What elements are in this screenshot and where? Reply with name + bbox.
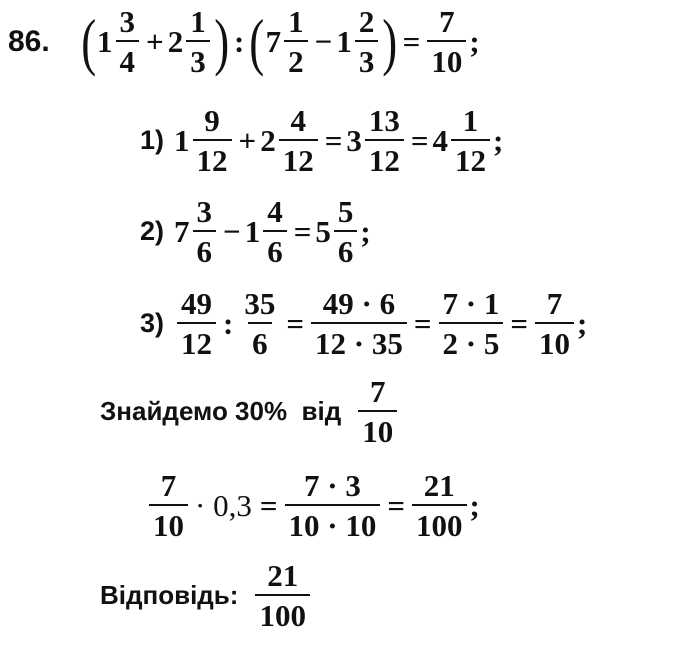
numerator: 1: [462, 103, 479, 138]
mixed-number: [346, 105, 407, 176]
mixed-number: [174, 105, 235, 176]
operator: −: [223, 213, 241, 249]
denominator: 6: [263, 230, 287, 267]
operator: =: [293, 213, 312, 249]
numerator: 21: [267, 558, 299, 593]
semicolon: ;: [360, 213, 371, 249]
numerator: 2: [358, 4, 375, 39]
denominator: 6: [248, 322, 272, 359]
semicolon: ;: [577, 305, 588, 341]
fraction: [451, 105, 490, 176]
step-label: 2): [140, 216, 165, 246]
fraction: [263, 196, 287, 267]
numerator: 7 · 3: [304, 468, 361, 503]
numerator: 9: [204, 103, 220, 138]
operator: =: [413, 305, 432, 341]
calc-line: [146, 470, 480, 541]
problem-number: 86.: [8, 24, 50, 58]
denominator: 10: [535, 322, 574, 359]
numerator: 3: [119, 4, 136, 39]
fraction: [358, 376, 397, 447]
denominator: 12 · 35: [311, 322, 407, 359]
multiply-term: · 0,3: [195, 487, 252, 523]
operator: =: [324, 122, 343, 158]
mixed-number: [433, 105, 494, 176]
denominator: 100: [255, 594, 310, 631]
fraction: [334, 196, 358, 267]
numerator: 1: [288, 4, 304, 39]
whole-part: 4: [432, 122, 449, 158]
denominator: 6: [193, 230, 217, 267]
numerator: 7: [370, 374, 386, 409]
fraction: [285, 470, 381, 541]
fraction: [149, 470, 188, 541]
numerator: 7 · 1: [442, 286, 500, 321]
whole-part: 1: [336, 23, 352, 59]
denominator: 2 · 5: [439, 322, 504, 359]
semicolon: ;: [493, 122, 504, 158]
operator: =: [510, 305, 529, 341]
mixed-number: [168, 6, 213, 77]
right-paren: ): [213, 5, 229, 77]
numerator: 3: [196, 194, 213, 229]
step-label: 3): [140, 308, 165, 338]
denominator: 100: [412, 504, 467, 541]
fraction: [116, 6, 140, 77]
step-1: [140, 105, 503, 176]
operator: =: [286, 305, 305, 341]
fraction: [412, 470, 467, 541]
denominator: 10: [149, 504, 188, 541]
whole-part: 2: [167, 23, 184, 59]
mixed-number: [245, 196, 290, 267]
denominator: 12: [279, 139, 318, 176]
fraction: [193, 196, 217, 267]
operator: =: [410, 122, 429, 158]
fraction: [427, 6, 466, 77]
answer-line: [100, 560, 313, 631]
whole-part: 7: [174, 213, 190, 249]
step-3: [140, 288, 587, 359]
denominator: 3: [355, 40, 379, 77]
numerator: 4: [290, 103, 306, 138]
fraction: [177, 288, 216, 359]
semicolon: ;: [469, 487, 480, 523]
fraction: [365, 105, 404, 176]
denominator: 12: [365, 139, 404, 176]
denominator: 12: [193, 139, 232, 176]
mixed-number: [315, 196, 360, 267]
numerator: 35: [244, 286, 276, 321]
fraction: [279, 105, 318, 176]
numerator: 7: [546, 286, 563, 321]
denominator: 3: [186, 40, 210, 77]
fraction: [193, 105, 232, 176]
operator: +: [238, 122, 257, 158]
answer-label: Відповідь:: [100, 580, 239, 610]
numerator: 5: [337, 194, 354, 229]
denominator: 12: [177, 322, 216, 359]
numerator: 49 · 6: [322, 286, 396, 321]
fraction: [240, 288, 279, 359]
denominator: 10: [358, 410, 397, 447]
numerator: 13: [368, 103, 400, 138]
mixed-number: [266, 6, 311, 77]
whole-part: 2: [260, 122, 276, 158]
fraction: [535, 288, 574, 359]
fraction: [255, 560, 310, 631]
operator: :: [234, 23, 245, 59]
fraction: [439, 288, 504, 359]
mixed-number: [97, 6, 142, 77]
fraction: [355, 6, 379, 77]
numerator: 1: [190, 4, 206, 39]
whole-part: 5: [315, 213, 331, 249]
operator: =: [402, 23, 421, 59]
fraction: [186, 6, 210, 77]
step-2: [140, 196, 371, 267]
operator: +: [146, 23, 164, 59]
whole-part: 1: [244, 213, 261, 249]
left-paren: (: [80, 5, 96, 77]
whole-part: 1: [174, 122, 190, 158]
denominator: 12: [451, 139, 490, 176]
denominator: 6: [334, 230, 358, 267]
problem-header: [8, 6, 480, 77]
left-paren: (: [249, 5, 265, 77]
numerator: 4: [267, 194, 283, 229]
fraction: [311, 288, 407, 359]
find-text: Знайдемо 30% від: [100, 396, 342, 426]
semicolon: ;: [469, 23, 480, 59]
find-line: [100, 376, 400, 447]
numerator: 21: [423, 468, 455, 503]
denominator: 4: [116, 40, 140, 77]
whole-part: 1: [97, 23, 113, 59]
operator: :: [223, 305, 234, 341]
mixed-number: [174, 196, 219, 267]
numerator: 7: [160, 468, 177, 503]
mixed-number: [260, 105, 321, 176]
denominator: 2: [284, 40, 308, 77]
denominator: 10: [427, 40, 466, 77]
fraction: [284, 6, 308, 77]
denominator: 10 · 10: [285, 504, 381, 541]
step-label: 1): [140, 125, 165, 155]
whole-part: 3: [346, 122, 362, 158]
operator: =: [259, 487, 278, 523]
whole-part: 7: [265, 23, 282, 59]
operator: −: [314, 23, 333, 59]
right-paren: ): [382, 5, 398, 77]
mixed-number: [336, 6, 381, 77]
operator: =: [387, 487, 406, 523]
numerator: 7: [439, 4, 455, 39]
numerator: 49: [181, 286, 213, 321]
